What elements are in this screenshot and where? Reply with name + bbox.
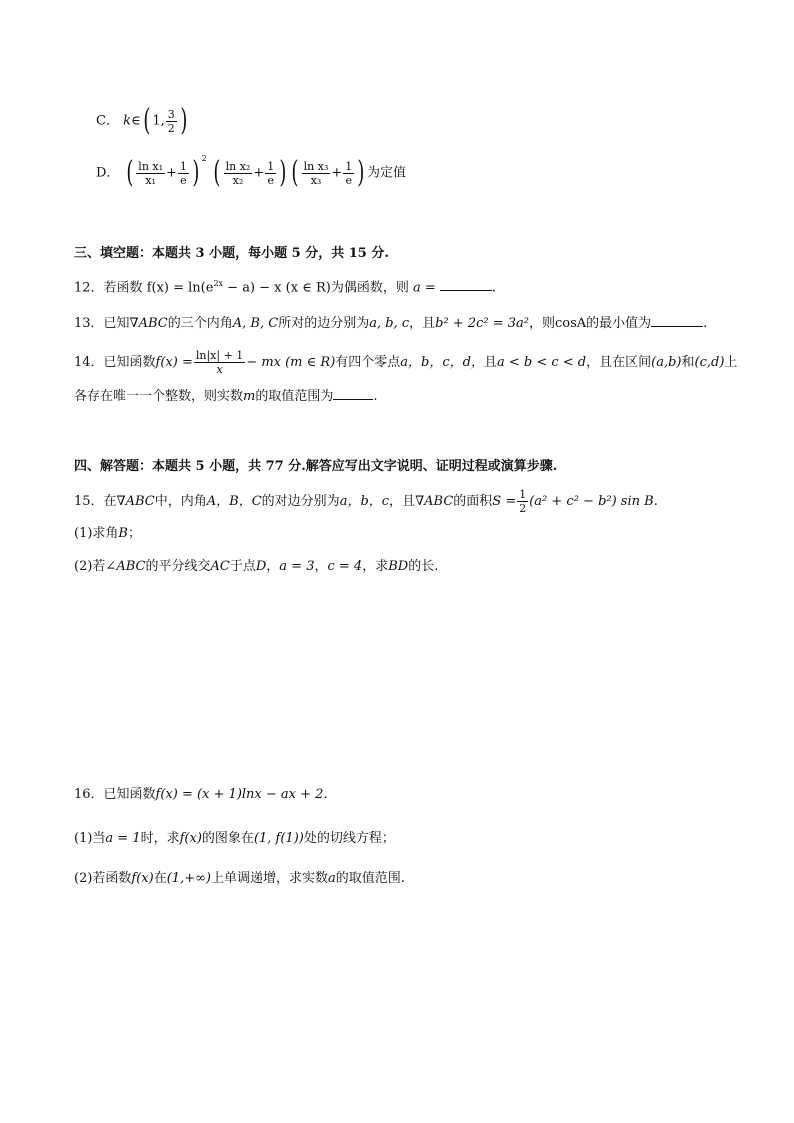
q16-p1-a: a = 1 (105, 831, 141, 846)
section-4-title: 四、解答题：本题共 5 小题，共 77 分.解答应写出文字说明、证明过程或演算步骤. (74, 459, 558, 474)
option-d-f2-num: ln x₂ (225, 159, 251, 173)
q13-answer-blank[interactable] (651, 313, 703, 327)
option-d-e1-num: 1 (179, 159, 187, 173)
q13-text-1: 的三个内角 (167, 316, 233, 331)
q13-cos: cosA (554, 316, 587, 331)
q16-p1-fx: f(x) (179, 831, 202, 846)
question-14-line-2 (74, 386, 378, 407)
q15-num: 1 (519, 488, 527, 501)
q15-p2-comma-1: ， (266, 559, 280, 574)
option-c-num: 3 (167, 107, 175, 121)
option-d-plus-2: + (253, 165, 265, 181)
option-d-f2-den: x₂ (232, 173, 244, 187)
q16-p1-text-3: 的图象在 (201, 831, 254, 846)
option-d-e2-num: 1 (267, 159, 275, 173)
q14-order: a < b < c < d (496, 355, 587, 370)
q15-area-expr: (a² + c² − b²) sin B (529, 494, 654, 509)
q14-den: x (216, 363, 223, 376)
q14-zeros: a，b，c，d， (400, 355, 484, 370)
q13-text-3: ，且 (409, 316, 436, 331)
q15-p1-text-2: ； (127, 526, 141, 541)
question-16-part-1 (74, 829, 395, 849)
q14-int-1: (a,b) (651, 355, 682, 370)
q12-func: f(x) = ln(e (146, 280, 214, 296)
q14-func: f(x) = (155, 355, 193, 370)
q16-p2-a: a (328, 871, 336, 886)
option-d-f1-num: ln x₁ (138, 159, 164, 173)
q14-l2-m: m (243, 389, 256, 404)
option-d-e3-den: e (345, 173, 353, 187)
q16-p2-text-3: 上单调递增，求实数 (211, 871, 329, 886)
section-3-title: 三、填空题：本题共 3 小题，每小题 5 分，共 15 分. (74, 246, 389, 261)
question-12 (74, 274, 496, 298)
question-15-part-2 (74, 557, 438, 577)
q15-p2-bd: BD (388, 559, 409, 574)
q15-p1-b: B (118, 526, 128, 541)
q15-s-eq: S = (492, 494, 517, 509)
question-16 (74, 785, 328, 805)
q15-triangle-2: ∇ABC (415, 494, 454, 509)
option-d-f3-num: ln x₃ (303, 159, 329, 173)
q14-answer-blank[interactable] (333, 386, 373, 400)
q16-p2-text-2: 在 (153, 871, 167, 886)
q16-p2-fx: f(x) (131, 871, 154, 886)
q14-text-1: 有四个零点 (335, 355, 401, 370)
question-15 (74, 488, 658, 515)
q14-text-5: 上 (724, 355, 738, 370)
q14-func-rest: − mx (m ∈ R) (246, 355, 336, 370)
question-14 (74, 349, 737, 376)
q15-text-2: 的对边分别为 (261, 494, 340, 509)
q13-prefix: 13．已知 (74, 316, 130, 331)
option-d-plus-3: + (331, 165, 343, 181)
question-13 (74, 313, 707, 334)
q14-text-2: 且 (483, 355, 497, 370)
q13-equation: b² + 2c² = 3a² (435, 316, 529, 331)
option-d-f1-den: x₁ (145, 173, 156, 187)
q14-l2-text-2: 的取值范围为 (255, 389, 334, 404)
q14-end: . (373, 389, 378, 404)
q14-text-3: ，且在区间 (586, 355, 652, 370)
q12-cond: 为偶函数，则 (330, 280, 409, 296)
option-d: D． ( $\frac{\text{ln x₁}}{\text{x₁}}$ + $\frac{1}{e}$ ) $^2$ ( $\frac{\text{ln x₂}}{\text{x₂}}$ + $\frac{1}{e}$ ) ( $\frac{\text{ln x₃}}{\text{x₃}}$ + $\frac{1}{e}$ ) 为定值 (96, 154, 407, 190)
q12-exponent: 2x (213, 279, 224, 288)
q15-p2-text-5: 的长. (408, 559, 439, 574)
q15-sides: a，b，c (339, 494, 390, 509)
q13-text-4: ，则 (528, 316, 555, 331)
option-d-plus-1: + (166, 165, 177, 181)
q16-p1-point: (1, f(1)) (253, 831, 304, 846)
q16-p1-text-1: (1)当 (74, 831, 106, 846)
q15-text-4: 的面积 (453, 494, 493, 509)
q12-prefix: 12．若函数 (74, 280, 143, 296)
q12-func-rest: − a) − x (x ∈ R) (223, 280, 331, 296)
q16-p2-text-1: (2)若函数 (74, 871, 132, 886)
q15-p2-c: c = 4 (327, 559, 363, 574)
q15-text-3: ，且 (389, 494, 416, 509)
q15-angles: A，B，C (206, 494, 262, 509)
option-d-tail: 为定值 (367, 165, 407, 181)
q15-p2-text-3: 于点 (229, 559, 256, 574)
q13-angles: A, B, C (232, 316, 279, 331)
q16-func: f(x) = (x + 1)lnx − ax + 2 (155, 787, 324, 802)
q12-a-eq: a = (412, 280, 436, 296)
q15-p2-d: D (255, 559, 267, 574)
q15-p1-text-1: (1)求角 (74, 526, 119, 541)
option-c-label: C． (96, 113, 119, 129)
option-c-den: 2 (167, 121, 175, 135)
option-d-e2-den: e (267, 173, 274, 187)
option-c: C． k∈( 1, $\frac{3}{2}$ ) (96, 103, 188, 138)
q16-end: . (323, 787, 328, 802)
q16-p2-text-4: 的取值范围. (335, 871, 405, 886)
q13-text-2: 所对的边分别为 (278, 316, 370, 331)
option-c-text: k∈ (123, 113, 141, 129)
q16-p2-interval: (1,+∞) (166, 871, 212, 886)
q14-num: ln|x| + 1 (195, 349, 244, 362)
option-d-square: 2 (201, 154, 207, 164)
q16-prefix: 16．已知函数 (74, 787, 156, 802)
option-c-interval-left: 1, (152, 113, 165, 129)
q15-p2-text-4: ，求 (362, 559, 389, 574)
q15-end: . (653, 494, 658, 509)
q15-p2-angle: ∠ABC (105, 559, 146, 574)
q13-end: . (703, 316, 708, 331)
option-d-e1-den: e (180, 173, 187, 187)
q12-end: . (491, 280, 497, 296)
q16-p1-text-2: 时，求 (140, 831, 180, 846)
q15-p2-a: a = 3 (279, 559, 315, 574)
q15-p2-text-1: (2)若 (74, 559, 106, 574)
q15-triangle: ∇ABC (116, 494, 155, 509)
q14-prefix: 14．已知函数 (74, 355, 156, 370)
q13-triangle: ∇ABC (129, 316, 168, 331)
question-15-part-1 (74, 524, 141, 544)
option-d-e3-num: 1 (345, 159, 353, 173)
q14-text-4: 和 (681, 355, 695, 370)
question-16-part-2 (74, 869, 405, 889)
q14-int-2: (c,d) (694, 355, 725, 370)
q15-p2-text-2: 的平分线交 (145, 559, 211, 574)
option-d-f3-den: x₃ (310, 173, 322, 187)
q14-l2-text-1: 各存在唯一一个整数，则实数 (74, 389, 244, 404)
q15-p2-ac: AC (210, 559, 230, 574)
q12-answer-blank[interactable] (440, 277, 492, 291)
q15-den: 2 (519, 502, 527, 515)
option-d-label: D． (96, 165, 120, 181)
q15-p2-comma-2: ， (314, 559, 328, 574)
q13-sides: a, b, c (369, 316, 410, 331)
q13-text-5: 的最小值为 (586, 316, 652, 331)
q15-prefix: 15．在 (74, 494, 117, 509)
q15-text-1: 中，内角 (154, 494, 207, 509)
q16-p1-text-4: 处的切线方程； (303, 831, 395, 846)
